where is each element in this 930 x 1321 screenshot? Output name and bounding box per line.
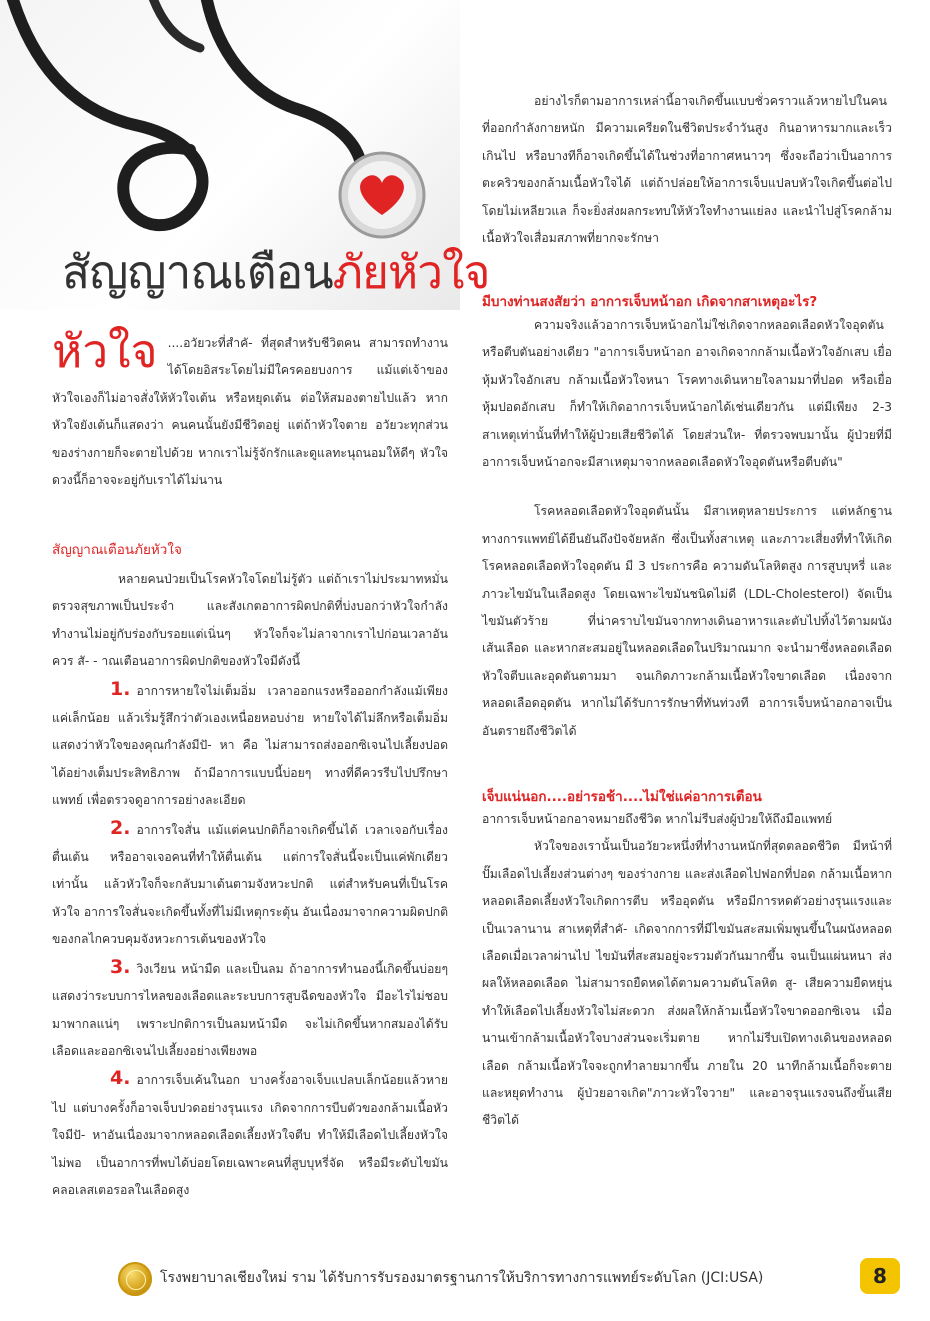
right-para-1: ความจริงแล้วอาการเจ็บหน้าอกไม่ใช่เกิดจากหลอดเลือดหัวใจอุดตันหรือตีบตันอย่างเดียว "อาการเจ็บหน้าอก อาจเกิดจากกล้ามเนื้อหัวใจอักเสบ เยื่อหุ้มหัวใจอักเสบ กล้ามเนื้อหัวใจหนา โรคทางเดินหายใจลามมาที่ปอด หรือเยื่อหุ้มปอดอักเสบ ก็ทำให้เกิดอาการเจ็บหน้าอกได้เช่นเดียวกัน แต่มีเพียง 2-3 สาเหตุเท่านั้นที่ทำให้ผู้ป่วยเสียชีวิตได้ โดยส่วนให- ที่ตรวจพบมานั้น ผู้ป่วยที่มีอาการเจ็บหน้าอกจะมีสาเหตุมาจากหลอดเลือดหัวใจอุดตันหรือตีบตัน" [482, 318, 892, 470]
section-heading-chest-pain-cause: มีบางท่านสงสัยว่า อาการเจ็บหน้าอก เกิดจากสาเหตุอะไร? [482, 294, 818, 310]
right-para-2: โรคหลอดเลือดหัวใจอุดตันนั้น มีสาเหตุหลายประการ แต่หลักฐานทางการแพทย์ได้ยืนยันถึงปัจจัยหลัก ซึ่งเป็นทั้งสาเหตุ และภาวะเสี่ยงที่ทำให้เกิดโรคหลอดเลือดหัวใจอุดตัน มี 3 ประการคือ ความดันโลหิตสูง การสูบบุหรี่ และภาวะไขมันในเลือดสูง โดยเฉพาะไขมันชนิดไม่ดี (LDL-Cholesterol) จัดเป็นไขมันตัวร้าย ที่น่าคราบไขมันจากทางเดินอาหารและตับไปทิ้งไว้ตามผนังเส้นเลือด และหากสะสมอยู่ในหลอดเลือดในปริมาณมาก จะนำมาซึ่งหลอดเลือดหัวใจตีบและอุดตันตามมา จนเกิดภาวะกล้ามเนื้อหัวใจขาดเลือด เนื่องจากหลอดเลือดอุดตัน หากไม่ได้รับการรักษาที่ทันท่วงที อาการเจ็บหน้าอกอาจเป็นอันตรายถึงชีวิตได้ [482, 504, 892, 738]
seal-icon [118, 1262, 152, 1296]
list-item: 3. วิงเวียน หน้ามืด และเป็นลม ถ้าอาการทำนองนี้เกิดขึ้นบ่อยๆ แสดงว่าระบบการไหลของเลือดและระบบการสูบฉีดของหัวใจ มีอะไรไม่ชอบมาพากลแน่ๆ เพราะปกติการเป็นลมหน้ามืด จะไม่เกิดขึ้นหากสมองได้รับเลือดและออกซิเจนไปเลี้ยงอย่างเพียงพอ [52, 955, 448, 1058]
footer [0, 1260, 930, 1300]
lead-text: ....อวัยวะที่สำคั- ที่สุดสำหรับชีวิตคน สามารถทำงานได้โดยอิสระโดยไม่มีใครคอยบงการ แม้แต่เจ้าของหัวใจเองก็ไม่อาจสั่งให้หัวใจเต้น หรือหยุดเต้น ต่อให้สมองตายไปแล้ว หากหัวใจยังเต้นก็แสดงว่า คนคนนั้นยังมีชีวิตอยู่ แต่ถ้าหัวใจตาย อวัยวะทุกส่วนของร่างกายก็จะตายไปด้วย หากเราไม่รู้จักรักและดูแลทะนุถนอมให้ดีๆ หัวใจดวงนี้ก็อาจจะอยู่กับเราได้ไม่นาน [52, 336, 448, 488]
lead-section [52, 324, 448, 494]
section-heading-warning-signs: สัญญาณเตือนภัยหัวใจ [52, 542, 182, 558]
right-para-3a: อาการเจ็บหน้าอกอาจหมายถึงชีวิต หากไม่รีบส่งผู้ป่วยให้ถึงมือแพทย์ [482, 812, 833, 826]
right-para-3b: หัวใจของเรานั้นเป็นอวัยวะหนึ่งที่ทำงานหนักที่สุดตลอดชีวิต มีหน้าที่ปั๊มเลือดไปเลี้ยงส่วนต่างๆ ของร่างกาย และส่งเลือดไปฟอกที่ปอด กล้ามเนื้อหากหลอดเลือดเลี้ยงหัวใจเกิดการตีบ หรืออุดตัน หรือมีการหดตัวอย่างรุนแรงและเป็นเวลานาน สาเหตุที่สำคั- เกิดจากการที่มีไขมันสะสมเพิ่มพูนขึ้นในผนังหลอดเลือดเมื่อเวลาผ่านไป ไขมันที่สะสมอยู่จะรวมตัวกันมากขึ้น จนเป็นแผ่นหนา ส่งผลให้หลอดเลือด ไม่สามารถยืดหดได้ตามความดันโลหิต สู- เสียความยืดหยุ่น ทำให้เลือดไปเลี้ยงหัวใจไม่สะดวก ส่งผลให้กล้ามเนื้อหัวใจขาดออกซิเจน เมื่อนานเข้ากล้ามเนื้อหัวใจบางส่วนจะเริ่มตาย หากไม่รีบเปิดทางเดินของหลอดเลือด กล้ามเนื้อหัวใจจะถูกทำลายมากขึ้น ภายใน 20 นาทีกล้ามเนื้อก็จะตาย และหยุดทำงาน ผู้ป่วยอาจเกิด"ภาวะหัวใจวาย" และอาจรุนแรงจนถึงขั้นเสียชีวิตได้ [482, 839, 892, 1128]
section-heading-chest-tightness: เจ็บแน่นอก....อย่ารอช้า....ไม่ใช่แค่อาการเตือน [482, 789, 762, 805]
page-number-badge: 8 [860, 1258, 900, 1294]
list-item: 1. อาการหายใจไม่เต็มอิ่ม เวลาออกแรงหรือออกกำลังแม้เพียงแค่เล็กน้อย แล้วเริ่มรู้สึกว่าตัวเองเหนื่อยหอบง่าย หายใจได้ไม่ลึกหรือเต็มอิ่ม แสดงว่าหัวใจของคุณกำลังมีปั- หา คือ ไม่สามารถส่งออกซิเจนไปเลี้ยงปอดได้อย่างเต็มประสิทธิภาพ ถ้ามีอาการแบบนี้บ่อยๆ ทางที่ดีควรรีบไปปรึกษาแพทย์ เพื่อตรวจดูอาการอย่างละเอียด [52, 677, 448, 808]
lead-big-word: หัวใจ [52, 324, 158, 378]
right-body-1 [482, 312, 892, 745]
right-body-2 [482, 806, 892, 1135]
list-item: 2. อาการใจสั่น แม้แต่คนปกติก็อาจเกิดขึ้นได้ เวลาเจอกับเรื่องตื่นเต้น หรืออาจเจอคนที่ทำให้ตื่นเต้น แต่การใจสั่นนี้จะเป็นแค่พักเดียวเท่านั้น แล้วหัวใจก็จะกลับมาเต้นตามจังหวะปกติ แต่สำหรับคนที่เป็นโรคหัวใจ อาการใจสั่นจะเกิดขึ้นทั้งที่ไม่มีเหตุกระตุ้น อันเนื่องมาจากความผิดปกติของกลไกควบคุมจังหวะการเต้นของหัวใจ [52, 816, 448, 947]
intro-paragraph: อย่างไรก็ตามอาการเหล่านี้อาจเกิดขึ้นแบบชั่วคราวแล้วหายไปในคนที่ออกกำลังกายหนัก มีความเครียดในชีวิตประจำวันสูง กินอาหารมากและเร็วเกินไป หรือบางทีก็อาจเกิดขึ้นได้ในช่วงที่อากาศหนาวๆ ซึ่งจะถือว่าเป็นอาการตะคริวของกล้ามเนื้อหัวใจได้ แต่ถ้าปล่อยให้อาการเจ็บแปลบหัวใจเกิดขึ้นต่อไปโดยไม่เหลียวแล ก็จะยิ่งส่งผลกระทบให้หัวใจทำงานแย่ลง และนำไปสู่โรคกล้ามเนื้อหัวใจเสื่อมสภาพที่ยากจะรักษา [482, 94, 892, 246]
left-body [52, 566, 448, 1204]
left-intro: หลายคนป่วยเป็นโรคหัวใจโดยไม่รู้ตัว แต่ถ้าเราไม่ประมาทหมั่นตรวจสุขภาพเป็นประจำ และสังเกตอาการผิดปกติที่บ่งบอกว่าหัวใจกำลังทำงานไม่อยู่กับร่องกับรอยแต่เนิ่นๆ หัวใจก็จะไม่ลาจากเราไปก่อนเวลาอันควร สั- - าณเตือนอาการผิดปกติของหัวใจมีดังนี้ [52, 572, 448, 669]
hero-title: สัญญาณเตือนภัยหัวใจ [62, 245, 490, 299]
hero-image [0, 0, 490, 310]
footer-text: โรงพยาบาลเชียงใหม่ ราม ได้รับการรับรองมาตรฐานการให้บริการทางการแพทย์ระดับโลก (JCI:USA) [160, 1270, 764, 1286]
list-item: 4. อาการเจ็บเค้นในอก บางครั้งอาจเจ็บแปลบเล็กน้อยแล้วหายไป แต่บางครั้งก็อาจเจ็บปวดอย่างรุนแรง เกิดจากการบีบตัวของกล้ามเนื้อหัวใจมีปั- หาอันเนื่องมาจากหลอดเลือดเลี้ยงหัวใจตีบ ทำให้มีเลือดไปเลี้ยงหัวใจไม่พอ เป็นอาการที่พบได้บ่อยโดยเฉพาะคนที่สูบบุหรี่จัด หรือมีระดับไขมันคลอเลสเตอรอลในเลือดสูง [52, 1067, 448, 1197]
